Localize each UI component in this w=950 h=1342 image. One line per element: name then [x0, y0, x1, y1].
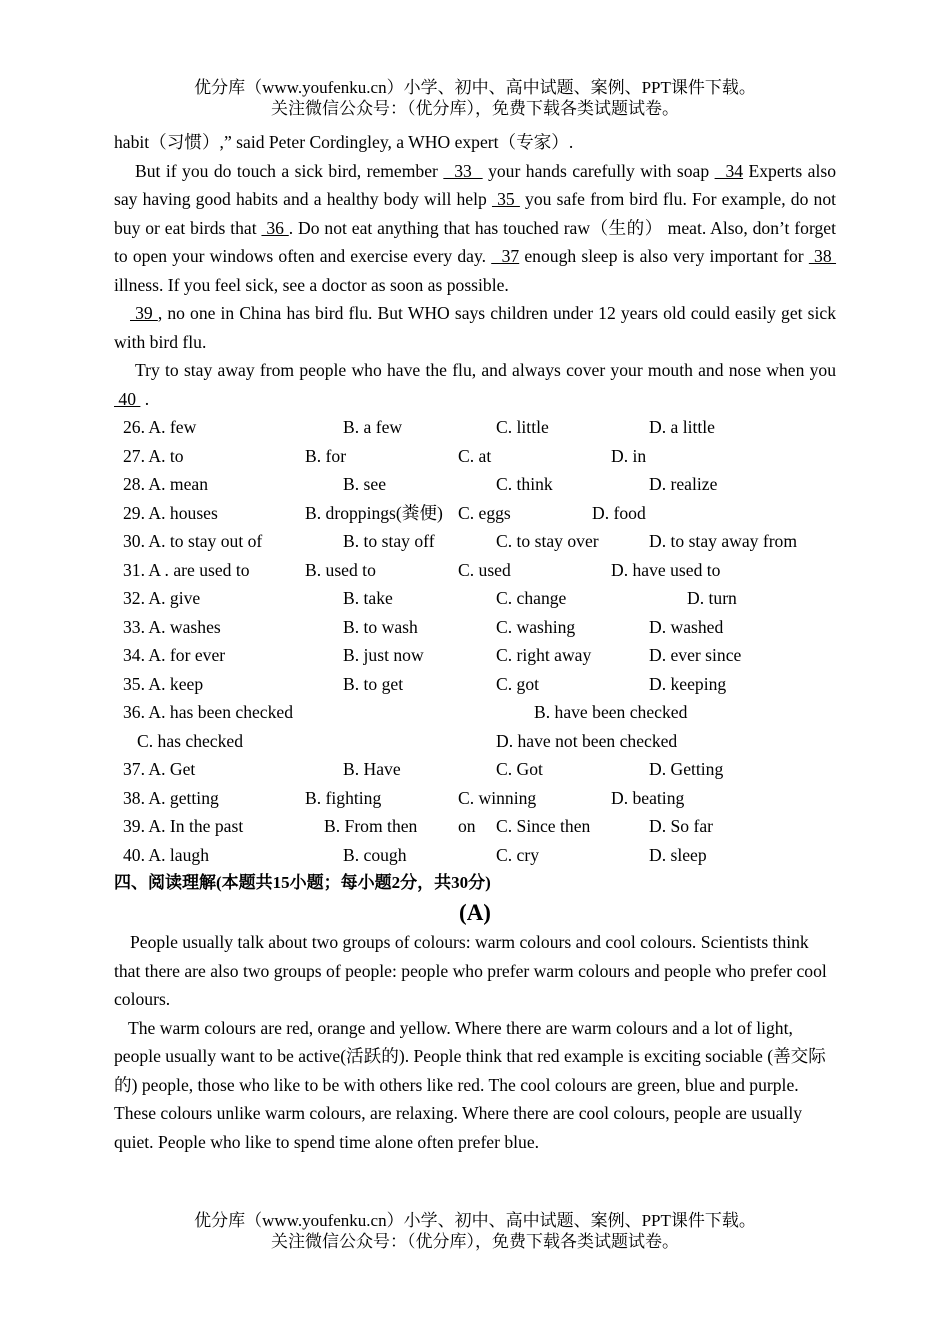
option-row [114, 527, 836, 556]
option-d: D. So far [649, 816, 714, 836]
option-a: 39. A. In the past [123, 816, 244, 836]
cloze-paragraph-1: habit（习惯）,” said Peter Cordingley, a WHO expert（专家）. [114, 132, 574, 152]
blank-38: 38 [808, 246, 837, 266]
option-c: C. eggs [458, 502, 511, 523]
blank-37: 37 [491, 246, 520, 266]
option-c: C. at [458, 445, 492, 466]
option-b: B. to wash [343, 616, 418, 637]
option-d: D. realize [649, 474, 718, 494]
option-row [114, 670, 836, 699]
option-row [114, 641, 836, 670]
option-b: B. cough [343, 844, 407, 865]
option-row [114, 413, 836, 442]
option-d: D. sleep [649, 844, 707, 865]
option-a: 36. A. has been checked [123, 702, 294, 722]
option-c: C. has checked [137, 730, 244, 751]
option-b: B. From then [324, 816, 418, 836]
option-a: 27. A. to [123, 445, 184, 466]
option-b: B. have been checked [534, 702, 688, 722]
option-a: 30. A. to stay out of [123, 531, 263, 551]
option-row [114, 784, 836, 813]
option-c: C. washing [496, 616, 576, 637]
option-a: 31. A . are used to [123, 559, 250, 580]
page-footer [0, 1210, 950, 1252]
passage-paragraph-1: People usually talk about two groups of colours: warm colours and cool colours. Scientists think that there are also two groups of people: people who prefer warm colours and people who prefer cool colours. [114, 932, 827, 1009]
blank-34: 34 [714, 160, 744, 181]
option-c: C. little [496, 417, 549, 437]
options-list [114, 413, 836, 869]
header-line-1: 优分库（www.youfenku.cn）小学、初中、高中试题、案例、PPT课件下载。 [194, 78, 756, 97]
option-d: D. Getting [649, 759, 724, 779]
option-d: D. beating [611, 787, 685, 808]
option-row [114, 698, 836, 727]
cloze-text: enough sleep is also very important for [519, 246, 809, 266]
cloze-paragraph-3 [114, 299, 836, 356]
option-b: B. just now [343, 645, 424, 665]
option-c: C. to stay over [496, 531, 599, 551]
option-d: D. to stay away from [649, 531, 798, 551]
section-heading: 四、阅读理解(本题共15小题；每小题2分，共30分) [114, 873, 491, 892]
option-c: C. got [496, 673, 540, 694]
cloze-text: But if you do touch a sick bird, remember [135, 160, 444, 181]
option-c: C. Since then [496, 816, 591, 836]
option-d: D. have not been checked [496, 730, 678, 751]
option-b: B. to stay off [343, 531, 435, 551]
option-b: B. to get [343, 673, 404, 694]
blank-35: 35 [491, 189, 520, 209]
option-c: C. right away [496, 645, 592, 665]
option-c: C. change [496, 588, 567, 608]
option-b: B. see [343, 474, 386, 494]
option-d: D. in [611, 445, 647, 466]
cloze-text: illness. If you feel sick, see a doctor as soon as possible. [114, 274, 509, 295]
option-a: 37. A. Get [123, 759, 196, 779]
option-a: 28. A. mean [123, 474, 209, 494]
option-b: B. take [343, 588, 393, 608]
option-row [114, 499, 836, 528]
option-on: on [458, 816, 476, 836]
cloze-text: . [140, 388, 150, 409]
option-row [114, 442, 836, 471]
passage-title: (A) [459, 900, 491, 925]
option-d: D. turn [687, 588, 737, 608]
option-b: B. for [305, 445, 347, 466]
option-d: D. a little [649, 417, 715, 437]
option-a: 38. A. getting [123, 787, 219, 808]
option-b: B. fighting [305, 787, 382, 808]
option-b: B. Have [343, 759, 401, 779]
option-a: 33. A. washes [123, 616, 221, 637]
cloze-text: . Do not eat anything that has touched raw（生的） meat. Also, don’t forget to open your windows often and exercise every day. [114, 217, 836, 266]
option-b: B. used to [305, 559, 376, 580]
cloze-text: your hands carefully with soap [482, 160, 715, 181]
footer-line-1: 优分库（www.youfenku.cn）小学、初中、高中试题、案例、PPT课件下载。 [194, 1211, 756, 1230]
option-d: D. keeping [649, 673, 727, 694]
option-row [114, 812, 836, 841]
cloze-text: Experts also say having good habits and a healthy body will help [114, 160, 837, 209]
option-row [114, 841, 836, 870]
option-c: C. Got [496, 759, 543, 779]
option-a: 40. A. laugh [123, 844, 210, 865]
option-d: D. ever since [649, 645, 742, 665]
option-a: 35. A. keep [123, 673, 204, 694]
blank-40: 40 [114, 388, 141, 409]
blank-36: 36 [261, 217, 289, 238]
cloze-text: , no one in China has bird flu. But WHO says children under 12 years old could easily get sick with bird flu. [114, 303, 836, 352]
cloze-text: you safe from bird flu. For example, do not buy or eat birds that [114, 189, 837, 238]
blank-39: 39 [130, 303, 158, 323]
option-c: C. winning [458, 787, 537, 808]
option-a: 29. A. houses [123, 502, 218, 523]
blank-33: 33 [443, 160, 483, 181]
option-d: D. washed [649, 616, 724, 637]
option-row [114, 584, 836, 613]
option-a: 26. A. few [123, 417, 197, 437]
footer-line-2: 关注微信公众号：（优分库），免费下载各类试题试卷。 [271, 1232, 679, 1251]
option-row [114, 470, 836, 499]
page-content [114, 128, 836, 1156]
cloze-text: Try to stay away from people who have the flu, and always cover your mouth and nose when you [135, 360, 836, 380]
option-row [114, 556, 836, 585]
cloze-paragraph-2 [114, 157, 836, 300]
option-d: D. food [592, 502, 646, 523]
option-a: 34. A. for ever [123, 645, 226, 665]
page-header [0, 77, 950, 119]
option-b: B. a few [343, 417, 403, 437]
passage-paragraph-2: The warm colours are red, orange and yellow. Where there are warm colours and a lot of light, people usually want to be active(活跃的). People think that red example is exciting sociable (善交际的) people, those who like to be with others like red. The cool colours are green, blue and purple. These colours unlike warm colours, are relaxing. Where there are cool colours, people are usually quiet. People who like to spend time alone often prefer blue. [114, 1017, 826, 1152]
option-a: 32. A. give [123, 588, 201, 608]
option-c: C. cry [496, 844, 539, 865]
option-b: B. droppings(粪便) [305, 502, 443, 523]
option-row [114, 613, 836, 642]
option-row [114, 727, 836, 756]
option-d: D. have used to [611, 559, 721, 580]
option-c: C. think [496, 474, 553, 494]
option-row [114, 755, 836, 784]
header-line-2: 关注微信公众号：（优分库），免费下载各类试题试卷。 [271, 99, 679, 118]
cloze-paragraph-4 [114, 356, 836, 413]
option-c: C. used [458, 559, 511, 580]
